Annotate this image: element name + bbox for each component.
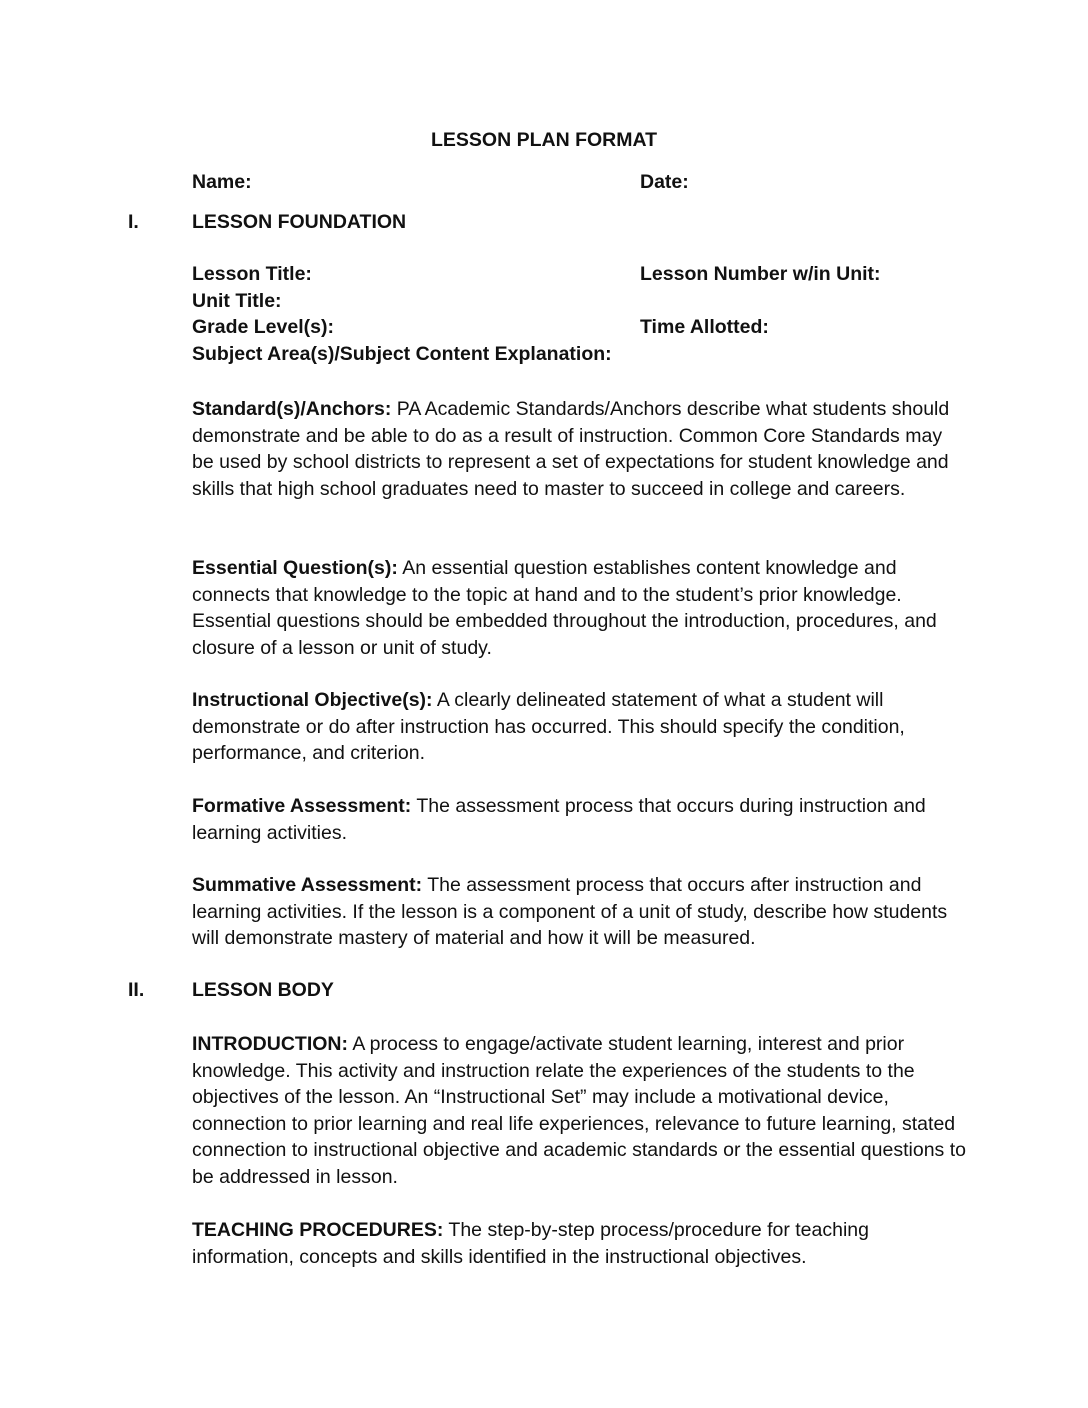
standards-paragraph: [192, 396, 967, 502]
introduction-paragraph: [192, 1031, 967, 1190]
section-1-heading: LESSON FOUNDATION: [192, 211, 407, 233]
standards-label: Standard(s)/Anchors:: [192, 398, 392, 420]
summative-assessment-text: The assessment process that occurs after instruction and learning activities. If the lesson is a component of a unit of study, describe how students will demonstrate mastery of material and how it will be measured.: [192, 874, 948, 949]
formative-assessment-label: Formative Assessment:: [192, 795, 412, 817]
section-2-heading: LESSON BODY: [192, 979, 334, 1001]
name-label: Name:: [192, 171, 252, 193]
formative-assessment-text: The assessment process that occurs during instruction and learning activities.: [192, 795, 926, 844]
instructional-objectives-label: Instructional Objective(s):: [192, 689, 433, 711]
introduction-text: A process to engage/activate student learning, interest and prior knowledge. This activity and instruction relate the experiences of the students to the objectives of the lesson. An “Instructional Set” may include a motivational device, connection to prior learning and real life experiences, relevance to future learning, stated connection to instructional objective and academic standards or the essential questions to be addressed in lesson.: [192, 1033, 966, 1188]
teaching-procedures-label: TEACHING PROCEDURES:: [192, 1219, 444, 1241]
instructional-objectives-paragraph: [192, 687, 967, 767]
teaching-procedures-paragraph: [192, 1217, 967, 1270]
summative-assessment-label: Summative Assessment:: [192, 874, 423, 896]
teaching-procedures-text: The step-by-step process/procedure for teaching information, concepts and skills identified in the instructional objectives.: [192, 1219, 869, 1268]
instructional-objectives-text: A clearly delineated statement of what a student will demonstrate or do after instruction has occurred. This should specify the condition, performance, and criterion.: [192, 689, 905, 764]
essential-questions-text: An essential question establishes content knowledge and connects that knowledge to the topic at hand and to the student’s prior knowledge. Essential questions should be embedded throughout the introduction, procedures, and closure of a lesson or unit of study.: [192, 557, 937, 659]
essential-questions-label: Essential Question(s):: [192, 557, 398, 579]
introduction-label: INTRODUCTION:: [192, 1033, 348, 1055]
summative-assessment-paragraph: [192, 872, 967, 952]
unit-title-label: Unit Title:: [192, 290, 282, 312]
page-title: LESSON PLAN FORMAT: [430, 129, 658, 151]
section-1-numeral: I.: [128, 211, 139, 233]
section-2-numeral: II.: [128, 979, 145, 1001]
lesson-number-label: Lesson Number w/in Unit:: [640, 263, 881, 285]
date-label: Date:: [640, 171, 689, 193]
subject-area-label: Subject Area(s)/Subject Content Explanation:: [192, 343, 612, 365]
formative-assessment-paragraph: [192, 793, 967, 846]
time-allotted-label: Time Allotted:: [640, 316, 769, 338]
essential-questions-paragraph: [192, 555, 967, 661]
lesson-title-label: Lesson Title:: [192, 263, 312, 285]
standards-text: PA Academic Standards/Anchors describe what students should demonstrate and be able to do as a result of instruction. Common Core Standards may be used by school districts to represent a set of expectations for student knowledge and skills that high school graduates need to master to succeed in college and careers.: [192, 398, 950, 500]
grade-level-label: Grade Level(s):: [192, 316, 334, 338]
